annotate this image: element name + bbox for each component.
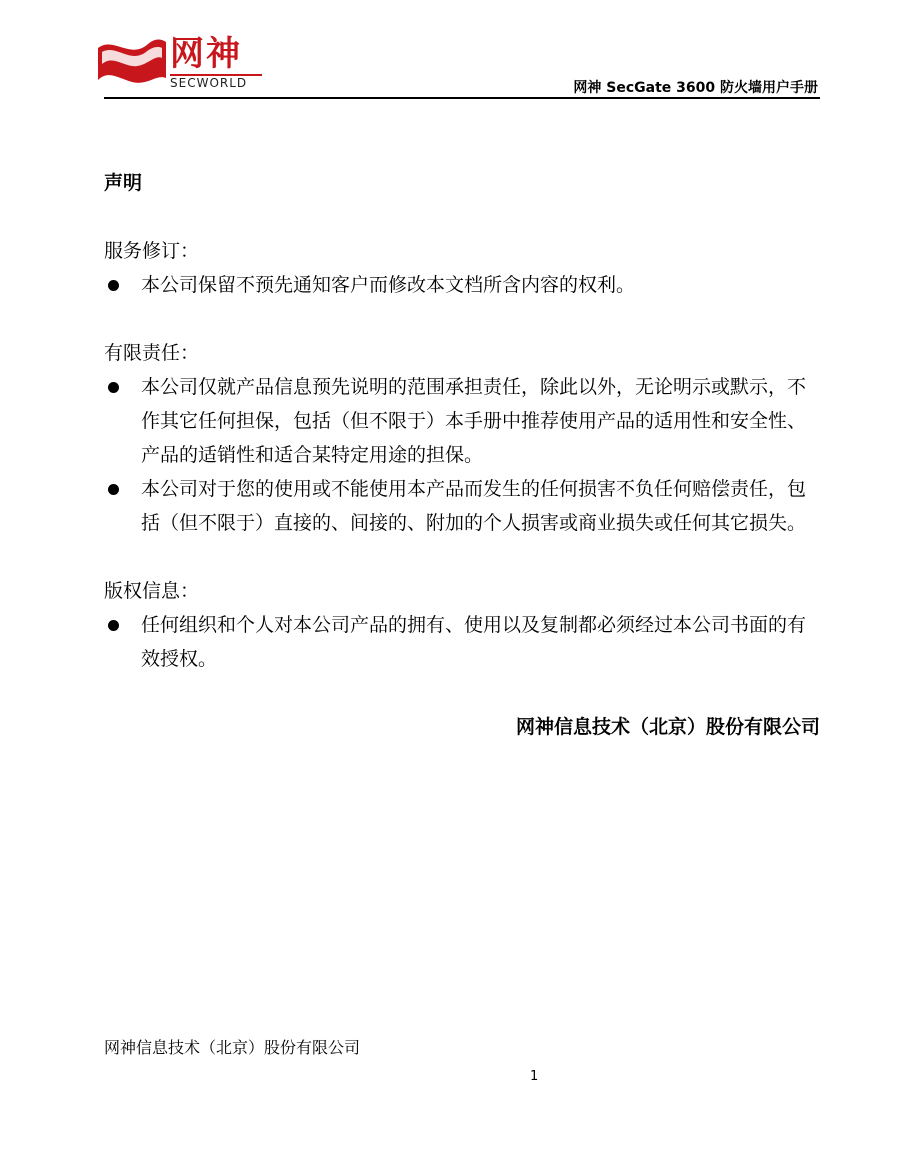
section-list-copyright (104, 608, 820, 676)
logo-text-cn: 网神 (170, 34, 242, 74)
section-list-liability (104, 370, 820, 540)
list-item (104, 608, 820, 676)
page-title: 声明 (104, 172, 143, 194)
bullet-icon (108, 484, 119, 495)
section-list-service (104, 268, 820, 302)
bullet-icon (108, 620, 119, 631)
flag-logo-icon (96, 34, 168, 92)
bullet-icon (108, 280, 119, 291)
list-item-text: 本公司保留不预先通知客户而修改本文档所含内容的权利。 (141, 274, 636, 296)
section-title-copyright: 版权信息： (104, 580, 200, 602)
page-number: 1 (530, 1069, 539, 1084)
section-title-liability: 有限责任： (104, 342, 200, 364)
list-item-text: 本公司对于您的使用或不能使用本产品而发生的任何损害不负任何赔偿责任，包括（但不限于）直接的、间接的、附加的个人损害或商业损失或任何其它损失。 (141, 478, 807, 534)
header-divider (104, 97, 820, 99)
company-logo (96, 34, 266, 94)
list-item-text: 本公司仅就产品信息预先说明的范围承担责任，除此以外，无论明示或默示，不作其它任何担保，包括（但不限于）本手册中推荐使用产品的适用性和安全性、产品的适销性和适合某特定用途的担保。 (141, 376, 807, 466)
company-signature: 网神信息技术（北京）股份有限公司 (515, 716, 820, 738)
document-header-title: 网神 SecGate 3600 防火墙用户手册 (573, 80, 818, 96)
document-body (104, 166, 820, 744)
list-item-text: 任何组织和个人对本公司产品的拥有、使用以及复制都必须经过本公司书面的有效授权。 (141, 614, 807, 670)
list-item (104, 268, 820, 302)
bullet-icon (108, 382, 119, 393)
list-item (104, 472, 820, 540)
logo-text-en: SECWORLD (170, 76, 248, 90)
section-title-service: 服务修订： (104, 240, 200, 262)
footer-company: 网神信息技术（北京）股份有限公司 (104, 1038, 361, 1057)
list-item (104, 370, 820, 472)
